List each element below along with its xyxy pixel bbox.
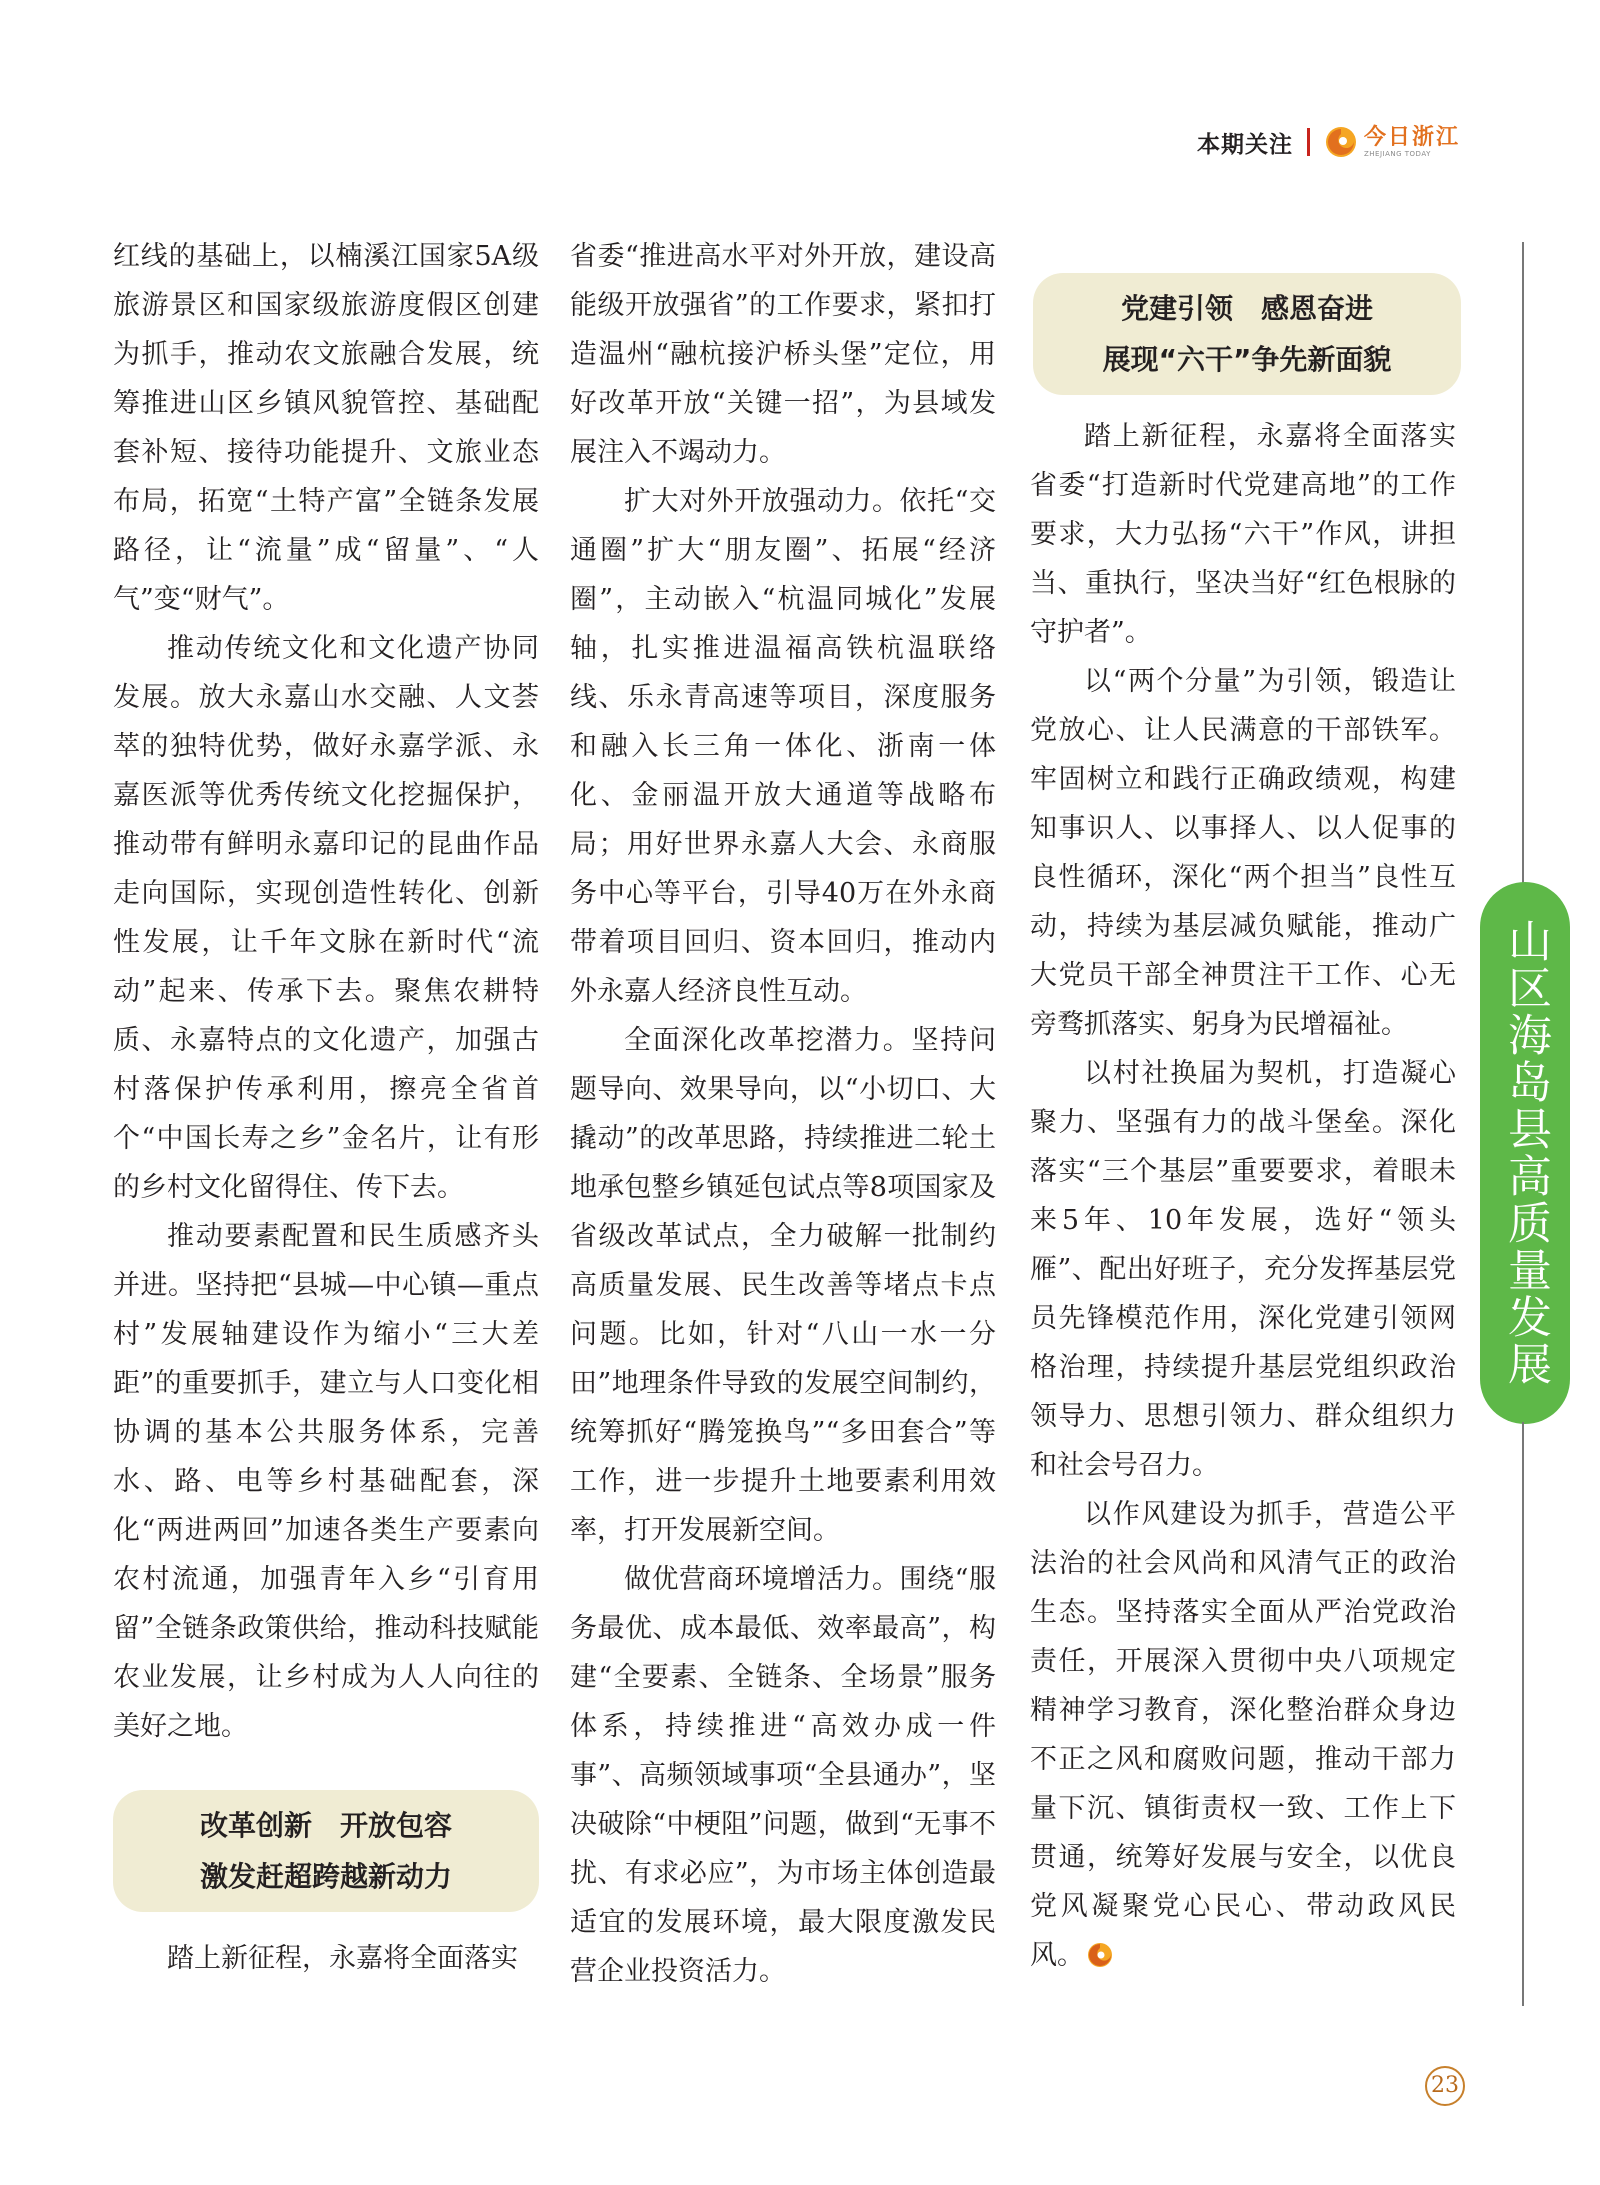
brand-name: 今日浙江 — [1363, 124, 1460, 150]
section-heading-reform — [113, 1790, 539, 1912]
brand-swirl-icon — [1324, 125, 1358, 159]
side-section-tab — [1480, 882, 1570, 1424]
side-rule-bottom — [1522, 1422, 1524, 2006]
brand-logo — [1324, 125, 1460, 159]
article-end-icon — [1086, 1941, 1114, 1969]
paragraph: 红线的基础上，以楠溪江国家5A级旅游景区和国家级旅游度假区创建为抓手，推动农文旅融合发展，统筹推进山区乡镇风貌管控、基础配套补短、接待功能提升、文旅业态布局，拓宽“土特产富”全链条发展路径，让“流量”成“留量”、“人气”变“财气”。 — [113, 241, 539, 615]
paragraph: 以村社换届为契机，打造凝心聚力、坚强有力的战斗堡垒。深化落实“三个基层”重要要求，着眼未来5年、10年发展，选好“领头雁”、配出好班子，充分发挥基层党员先锋模范作用，深化党建引领网格治理，持续提升基层党组织政治领导力、思想引领力、群众组织力和社会号召力。 — [1030, 1058, 1456, 1481]
heading-line: 激发赶超跨越新动力 — [199, 1860, 452, 1893]
page-number: 23 — [1425, 2066, 1465, 2106]
paragraph: 踏上新征程，永嘉将全面落实 — [167, 1943, 518, 1974]
brand-subtitle: ZHEJIANG TODAY — [1363, 149, 1431, 158]
paragraph-final — [1030, 1490, 1456, 1980]
side-rule-top — [1522, 242, 1524, 885]
header-divider — [1307, 128, 1310, 156]
heading-line: 改革创新 开放包容 — [199, 1809, 452, 1842]
section-name: 本期关注 — [1196, 131, 1293, 158]
article-column-1 — [113, 232, 539, 1751]
paragraph: 做优营商环境增活力。围绕“服务最优、成本最低、效率最高”，构建“全要素、全链条、全场景”服务体系，持续推进“高效办成一件事”、高频领域事项“全县通办”，坚决破除“中梗阻”问题，做到“无事不扰、有求必应”，为市场主体创造最适宜的发展环境，最大限度激发民营企业投资活力。 — [570, 1564, 996, 1987]
page-header — [1197, 122, 1460, 162]
paragraph-text: 以作风建设为抓手，营造公平法治的社会风尚和风清气正的政治生态。坚持落实全面从严治党政治责任，开展深入贯彻中央八项规定精神学习教育，深化整治群众身边不正之风和腐败问题，推动干部力量下沉、镇街责权一致、工作上下贯通，统筹好发展与安全，以优良党风凝聚党心民心、带动政风民风。 — [1030, 1499, 1456, 1971]
paragraph: 以“两个分量”为引领，锻造让党放心、让人民满意的干部铁军。牢固树立和践行正确政绩观，构建知事识人、以事择人、以人促事的良性循环，深化“两个担当”良性互动，持续为基层减负赋能，推动广大党员干部全神贯注干工作、心无旁骛抓落实、躬身为民增福祉。 — [1030, 666, 1456, 1040]
article-column-3 — [1030, 412, 1456, 1980]
article-column-2 — [570, 232, 996, 1996]
paragraph: 推动要素配置和民生质感齐头并进。坚持把“县城—中心镇—重点村”发展轴建设作为缩小“三大差距”的重要抓手，建立与人口变化相协调的基本公共服务体系，完善水、路、电等乡村基础配套，深化“两进两回”加速各类生产要素向农村流通，加强青年入乡“引育用留”全链条政策供给，推动科技赋能农业发展，让乡村成为人人向往的美好之地。 — [113, 1221, 539, 1742]
paragraph: 推动传统文化和文化遗产协同发展。放大永嘉山水交融、人文荟萃的独特优势，做好永嘉学派、永嘉医派等优秀传统文化挖掘保护，推动带有鲜明永嘉印记的昆曲作品走向国际，实现创造性转化、创新性发展，让千年文脉在新时代“流动”起来、传承下去。聚焦农耕特质、永嘉特点的文化遗产，加强古村落保护传承利用，擦亮全省首个“中国长寿之乡”金名片，让有形的乡村文化留得住、传下去。 — [113, 633, 539, 1203]
paragraph: 踏上新征程，永嘉将全面落实省委“打造新时代党建高地”的工作要求，大力弘扬“六干”作风，讲担当、重执行，坚决当好“红色根脉的守护者”。 — [1030, 421, 1456, 648]
article-column-1-tail — [113, 1934, 539, 1983]
paragraph: 省委“推进高水平对外开放，建设高能级开放强省”的工作要求，紧扣打造温州“融杭接沪桥头堡”定位，用好改革开放“关键一招”，为县域发展注入不竭动力。 — [570, 241, 996, 468]
section-heading-party-building — [1033, 273, 1461, 395]
heading-line: 展现“六干”争先新面貌 — [1102, 343, 1392, 376]
side-tab-label: 山区海岛县高质量发展 — [1500, 918, 1551, 1388]
heading-line: 党建引领 感恩奋进 — [1120, 292, 1373, 325]
paragraph: 扩大对外开放强动力。依托“交通圈”扩大“朋友圈”、拓展“经济圈”，主动嵌入“杭温同城化”发展轴，扎实推进温福高铁杭温联络线、乐永青高速等项目，深度服务和融入长三角一体化、浙南一体化、金丽温开放大通道等战略布局；用好世界永嘉人大会、永商服务中心等平台，引导40万在外永商带着项目回归、资本回归，推动内外永嘉人经济良性互动。 — [570, 486, 996, 1007]
paragraph: 全面深化改革挖潜力。坚持问题导向、效果导向，以“小切口、大撬动”的改革思路，持续推进二轮土地承包整乡镇延包试点等8项国家及省级改革试点，全力破解一批制约高质量发展、民生改善等堵点卡点问题。比如，针对“八山一水一分田”地理条件导致的发展空间制约，统筹抓好“腾笼换鸟”“多田套合”等工作，进一步提升土地要素利用效率，打开发展新空间。 — [570, 1025, 996, 1546]
